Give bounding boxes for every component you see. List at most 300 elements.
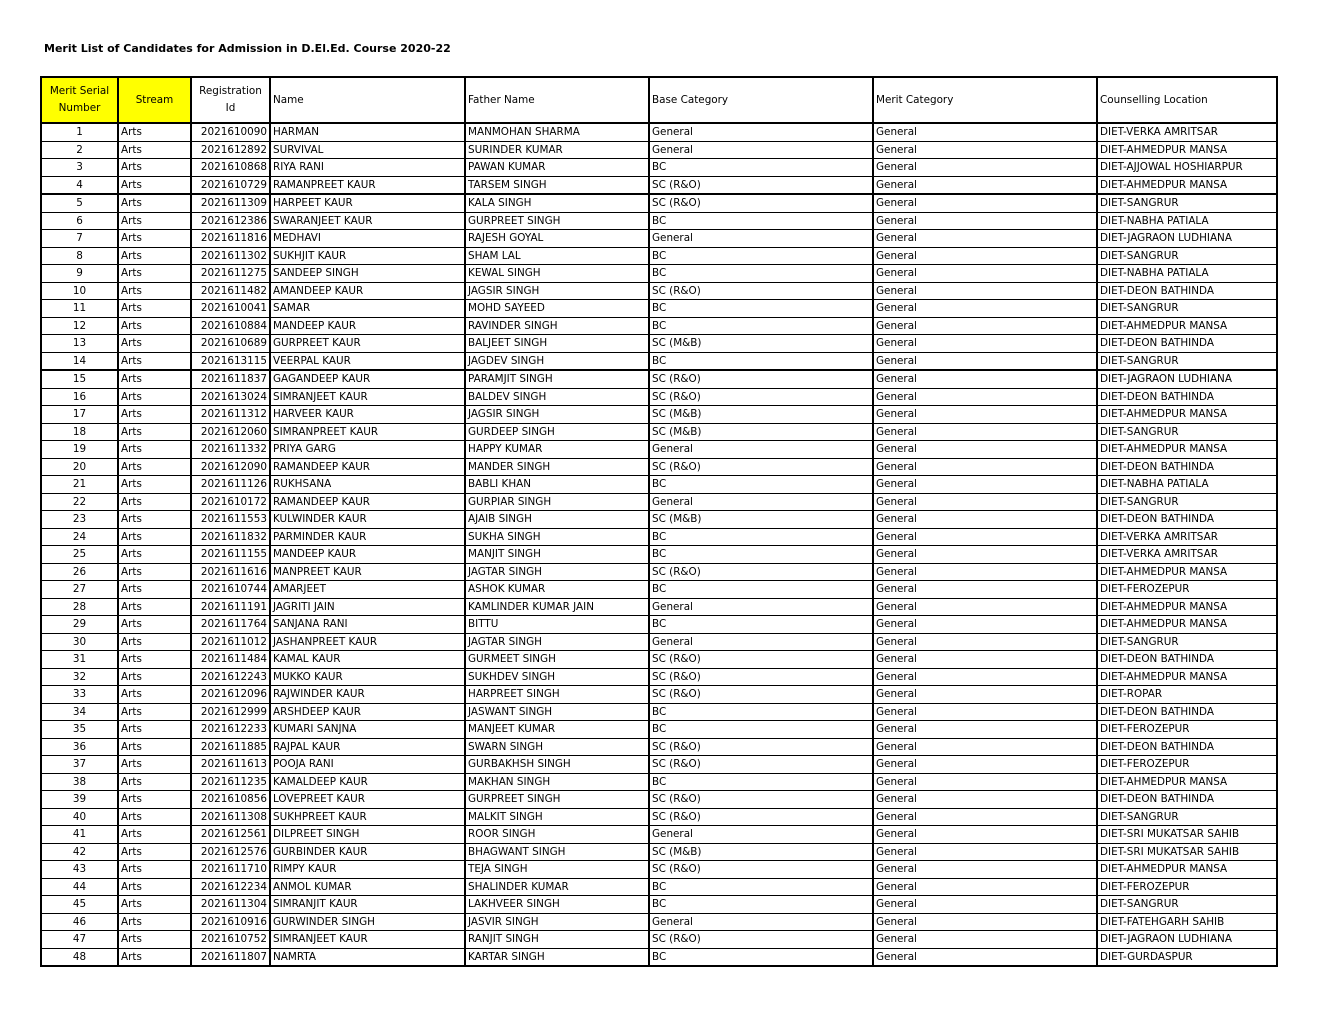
merit-serial-cell: 9	[41, 265, 118, 283]
stream-cell: Arts	[118, 528, 191, 546]
name-cell: ARSHDEEP KAUR	[270, 703, 465, 721]
counselling-location-cell: DIET-DEON BATHINDA	[1097, 335, 1277, 353]
merit-category-cell: General	[873, 738, 1097, 756]
counselling-location-cell: DIET-GURDASPUR	[1097, 948, 1277, 966]
table-row	[41, 159, 1277, 177]
merit-serial-cell: 47	[41, 931, 118, 949]
stream-cell: Arts	[118, 441, 191, 459]
base-category-cell: BC	[649, 773, 873, 791]
father-name-cell: MANJIT SINGH	[465, 546, 649, 564]
father-name-cell: PARAMJIT SINGH	[465, 370, 649, 388]
stream-cell: Arts	[118, 581, 191, 599]
name-cell: PRIYA GARG	[270, 441, 465, 459]
merit-category-cell: General	[873, 282, 1097, 300]
name-cell: PARMINDER KAUR	[270, 528, 465, 546]
name-cell: KAMAL KAUR	[270, 651, 465, 669]
name-cell: KUMARI SANJNA	[270, 721, 465, 739]
header-merit-serial-number: Merit Serial Number	[41, 77, 118, 123]
merit-category-cell: General	[873, 159, 1097, 177]
merit-serial-cell: 34	[41, 703, 118, 721]
merit-serial-cell: 30	[41, 633, 118, 651]
table-row	[41, 194, 1277, 212]
merit-serial-cell: 12	[41, 317, 118, 335]
merit-serial-cell: 16	[41, 388, 118, 406]
counselling-location-cell: DIET-JAGRAON LUDHIANA	[1097, 931, 1277, 949]
merit-serial-cell: 44	[41, 878, 118, 896]
table-row	[41, 633, 1277, 651]
merit-serial-cell: 31	[41, 651, 118, 669]
table-row	[41, 808, 1277, 826]
table-row	[41, 528, 1277, 546]
counselling-location-cell: DIET-FATEHGARH SAHIB	[1097, 913, 1277, 931]
stream-cell: Arts	[118, 511, 191, 529]
registration-id-cell: 2021612243	[191, 668, 270, 686]
table-row	[41, 247, 1277, 265]
merit-category-cell: General	[873, 931, 1097, 949]
header-name: Name	[270, 77, 465, 123]
registration-id-cell: 2021610916	[191, 913, 270, 931]
merit-category-cell: General	[873, 791, 1097, 809]
base-category-cell: SC (R&O)	[649, 861, 873, 879]
stream-cell: Arts	[118, 212, 191, 230]
name-cell: RAMANDEEP KAUR	[270, 458, 465, 476]
father-name-cell: HAPPY KUMAR	[465, 441, 649, 459]
header-base-category: Base Category	[649, 77, 873, 123]
base-category-cell: SC (R&O)	[649, 370, 873, 388]
stream-cell: Arts	[118, 370, 191, 388]
registration-id-cell: 2021611302	[191, 247, 270, 265]
name-cell: VEERPAL KAUR	[270, 352, 465, 370]
merit-serial-cell: 11	[41, 300, 118, 318]
merit-serial-cell: 42	[41, 843, 118, 861]
registration-id-cell: 2021611126	[191, 476, 270, 494]
father-name-cell: MANMOHAN SHARMA	[465, 123, 649, 141]
father-name-cell: RAJESH GOYAL	[465, 230, 649, 248]
merit-serial-cell: 7	[41, 230, 118, 248]
merit-category-cell: General	[873, 668, 1097, 686]
base-category-cell: SC (R&O)	[649, 808, 873, 826]
name-cell: SWARANJEET KAUR	[270, 212, 465, 230]
name-cell: KAMALDEEP KAUR	[270, 773, 465, 791]
merit-serial-cell: 10	[41, 282, 118, 300]
registration-id-cell: 2021610729	[191, 176, 270, 194]
base-category-cell: General	[649, 598, 873, 616]
base-category-cell: SC (R&O)	[649, 563, 873, 581]
name-cell: NAMRTA	[270, 948, 465, 966]
stream-cell: Arts	[118, 194, 191, 212]
merit-category-cell: General	[873, 826, 1097, 844]
name-cell: KULWINDER KAUR	[270, 511, 465, 529]
merit-category-cell: General	[873, 651, 1097, 669]
merit-category-cell: General	[873, 756, 1097, 774]
registration-id-cell: 2021611616	[191, 563, 270, 581]
merit-serial-cell: 46	[41, 913, 118, 931]
counselling-location-cell: DIET-DEON BATHINDA	[1097, 791, 1277, 809]
name-cell: GURWINDER SINGH	[270, 913, 465, 931]
registration-id-cell: 2021611832	[191, 528, 270, 546]
stream-cell: Arts	[118, 686, 191, 704]
father-name-cell: GURPREET SINGH	[465, 791, 649, 809]
registration-id-cell: 2021611816	[191, 230, 270, 248]
name-cell: GURBINDER KAUR	[270, 843, 465, 861]
base-category-cell: BC	[649, 896, 873, 914]
page-title: Merit List of Candidates for Admission in D.El.Ed. Course 2020-22	[44, 42, 451, 55]
base-category-cell: General	[649, 141, 873, 159]
father-name-cell: BITTU	[465, 616, 649, 634]
table-row	[41, 581, 1277, 599]
merit-serial-cell: 35	[41, 721, 118, 739]
stream-cell: Arts	[118, 721, 191, 739]
counselling-location-cell: DIET-FEROZEPUR	[1097, 581, 1277, 599]
name-cell: MANDEEP KAUR	[270, 546, 465, 564]
registration-id-cell: 2021613024	[191, 388, 270, 406]
counselling-location-cell: DIET-JAGRAON LUDHIANA	[1097, 230, 1277, 248]
name-cell: SAMAR	[270, 300, 465, 318]
table-row	[41, 878, 1277, 896]
registration-id-cell: 2021612096	[191, 686, 270, 704]
table-row	[41, 651, 1277, 669]
counselling-location-cell: DIET-AHMEDPUR MANSA	[1097, 668, 1277, 686]
base-category-cell: SC (M&B)	[649, 423, 873, 441]
father-name-cell: KAMLINDER KUMAR JAIN	[465, 598, 649, 616]
merit-serial-cell: 20	[41, 458, 118, 476]
name-cell: SIMRANJEET KAUR	[270, 931, 465, 949]
counselling-location-cell: DIET-AHMEDPUR MANSA	[1097, 317, 1277, 335]
merit-category-cell: General	[873, 230, 1097, 248]
stream-cell: Arts	[118, 458, 191, 476]
header-merit-category: Merit Category	[873, 77, 1097, 123]
stream-cell: Arts	[118, 335, 191, 353]
father-name-cell: SWARN SINGH	[465, 738, 649, 756]
merit-category-cell: General	[873, 913, 1097, 931]
counselling-location-cell: DIET-SANGRUR	[1097, 247, 1277, 265]
merit-serial-cell: 4	[41, 176, 118, 194]
base-category-cell: SC (R&O)	[649, 756, 873, 774]
father-name-cell: JAGSIR SINGH	[465, 406, 649, 424]
merit-category-cell: General	[873, 843, 1097, 861]
father-name-cell: HARPREET SINGH	[465, 686, 649, 704]
table-row	[41, 773, 1277, 791]
name-cell: RAJWINDER KAUR	[270, 686, 465, 704]
stream-cell: Arts	[118, 598, 191, 616]
counselling-location-cell: DIET-DEON BATHINDA	[1097, 388, 1277, 406]
name-cell: POOJA RANI	[270, 756, 465, 774]
father-name-cell: JASWANT SINGH	[465, 703, 649, 721]
merit-serial-cell: 26	[41, 563, 118, 581]
table-row	[41, 721, 1277, 739]
registration-id-cell: 2021612090	[191, 458, 270, 476]
registration-id-cell: 2021611482	[191, 282, 270, 300]
base-category-cell: SC (R&O)	[649, 791, 873, 809]
base-category-cell: General	[649, 441, 873, 459]
registration-id-cell: 2021611885	[191, 738, 270, 756]
merit-serial-cell: 22	[41, 493, 118, 511]
name-cell: MEDHAVI	[270, 230, 465, 248]
stream-cell: Arts	[118, 843, 191, 861]
header-registration-id: Registration Id	[191, 77, 270, 123]
name-cell: MANPREET KAUR	[270, 563, 465, 581]
base-category-cell: BC	[649, 721, 873, 739]
stream-cell: Arts	[118, 247, 191, 265]
registration-id-cell: 2021610744	[191, 581, 270, 599]
table-row	[41, 948, 1277, 966]
name-cell: AMARJEET	[270, 581, 465, 599]
table-row	[41, 511, 1277, 529]
merit-category-cell: General	[873, 616, 1097, 634]
stream-cell: Arts	[118, 773, 191, 791]
father-name-cell: MAKHAN SINGH	[465, 773, 649, 791]
base-category-cell: SC (M&B)	[649, 335, 873, 353]
base-category-cell: SC (R&O)	[649, 931, 873, 949]
counselling-location-cell: DIET-SANGRUR	[1097, 300, 1277, 318]
table-row	[41, 703, 1277, 721]
registration-id-cell: 2021612999	[191, 703, 270, 721]
counselling-location-cell: DIET-AHMEDPUR MANSA	[1097, 141, 1277, 159]
merit-serial-cell: 29	[41, 616, 118, 634]
name-cell: AMANDEEP KAUR	[270, 282, 465, 300]
merit-category-cell: General	[873, 123, 1097, 141]
base-category-cell: BC	[649, 300, 873, 318]
table-row	[41, 861, 1277, 879]
merit-category-cell: General	[873, 265, 1097, 283]
merit-category-cell: General	[873, 388, 1097, 406]
father-name-cell: GURBAKHSH SINGH	[465, 756, 649, 774]
merit-serial-cell: 33	[41, 686, 118, 704]
base-category-cell: BC	[649, 948, 873, 966]
father-name-cell: SHAM LAL	[465, 247, 649, 265]
stream-cell: Arts	[118, 406, 191, 424]
counselling-location-cell: DIET-NABHA PATIALA	[1097, 212, 1277, 230]
stream-cell: Arts	[118, 159, 191, 177]
father-name-cell: GURDEEP SINGH	[465, 423, 649, 441]
merit-serial-cell: 2	[41, 141, 118, 159]
stream-cell: Arts	[118, 388, 191, 406]
table-row	[41, 598, 1277, 616]
merit-serial-cell: 17	[41, 406, 118, 424]
counselling-location-cell: DIET-SANGRUR	[1097, 194, 1277, 212]
merit-category-cell: General	[873, 633, 1097, 651]
stream-cell: Arts	[118, 282, 191, 300]
registration-id-cell: 2021611191	[191, 598, 270, 616]
name-cell: RUKHSANA	[270, 476, 465, 494]
merit-serial-cell: 40	[41, 808, 118, 826]
merit-serial-cell: 15	[41, 370, 118, 388]
stream-cell: Arts	[118, 300, 191, 318]
father-name-cell: TARSEM SINGH	[465, 176, 649, 194]
registration-id-cell: 2021610090	[191, 123, 270, 141]
merit-category-cell: General	[873, 176, 1097, 194]
registration-id-cell: 2021611304	[191, 896, 270, 914]
merit-category-cell: General	[873, 861, 1097, 879]
father-name-cell: BHAGWANT SINGH	[465, 843, 649, 861]
stream-cell: Arts	[118, 563, 191, 581]
name-cell: HARMAN	[270, 123, 465, 141]
base-category-cell: General	[649, 633, 873, 651]
table-row	[41, 546, 1277, 564]
stream-cell: Arts	[118, 738, 191, 756]
name-cell: SANJANA RANI	[270, 616, 465, 634]
counselling-location-cell: DIET-SANGRUR	[1097, 808, 1277, 826]
counselling-location-cell: DIET-NABHA PATIALA	[1097, 265, 1277, 283]
father-name-cell: ASHOK KUMAR	[465, 581, 649, 599]
name-cell: MUKKO KAUR	[270, 668, 465, 686]
merit-category-cell: General	[873, 194, 1097, 212]
base-category-cell: SC (M&B)	[649, 511, 873, 529]
counselling-location-cell: DIET-AHMEDPUR MANSA	[1097, 598, 1277, 616]
merit-serial-cell: 5	[41, 194, 118, 212]
base-category-cell: SC (R&O)	[649, 176, 873, 194]
table-row	[41, 282, 1277, 300]
counselling-location-cell: DIET-DEON BATHINDA	[1097, 282, 1277, 300]
merit-serial-cell: 43	[41, 861, 118, 879]
stream-cell: Arts	[118, 265, 191, 283]
registration-id-cell: 2021610752	[191, 931, 270, 949]
counselling-location-cell: DIET-VERKA AMRITSAR	[1097, 528, 1277, 546]
merit-category-cell: General	[873, 212, 1097, 230]
stream-cell: Arts	[118, 756, 191, 774]
merit-category-cell: General	[873, 528, 1097, 546]
father-name-cell: RANJIT SINGH	[465, 931, 649, 949]
registration-id-cell: 2021611308	[191, 808, 270, 826]
table-row	[41, 826, 1277, 844]
table-row	[41, 370, 1277, 388]
merit-category-cell: General	[873, 300, 1097, 318]
counselling-location-cell: DIET-NABHA PATIALA	[1097, 476, 1277, 494]
registration-id-cell: 2021612234	[191, 878, 270, 896]
merit-category-cell: General	[873, 808, 1097, 826]
table-row	[41, 388, 1277, 406]
table-row	[41, 335, 1277, 353]
father-name-cell: JASVIR SINGH	[465, 913, 649, 931]
name-cell: SIMRANPREET KAUR	[270, 423, 465, 441]
base-category-cell: SC (R&O)	[649, 194, 873, 212]
registration-id-cell: 2021611312	[191, 406, 270, 424]
name-cell: SUKHJIT KAUR	[270, 247, 465, 265]
base-category-cell: SC (R&O)	[649, 738, 873, 756]
father-name-cell: JAGSIR SINGH	[465, 282, 649, 300]
stream-cell: Arts	[118, 423, 191, 441]
name-cell: JASHANPREET KAUR	[270, 633, 465, 651]
stream-cell: Arts	[118, 703, 191, 721]
registration-id-cell: 2021612233	[191, 721, 270, 739]
father-name-cell: TEJA SINGH	[465, 861, 649, 879]
stream-cell: Arts	[118, 616, 191, 634]
merit-category-cell: General	[873, 598, 1097, 616]
merit-serial-cell: 41	[41, 826, 118, 844]
name-cell: RAMANDEEP KAUR	[270, 493, 465, 511]
base-category-cell: General	[649, 913, 873, 931]
name-cell: RIMPY KAUR	[270, 861, 465, 879]
table-row	[41, 563, 1277, 581]
registration-id-cell: 2021611710	[191, 861, 270, 879]
stream-cell: Arts	[118, 141, 191, 159]
counselling-location-cell: DIET-VERKA AMRITSAR	[1097, 123, 1277, 141]
merit-category-cell: General	[873, 476, 1097, 494]
merit-serial-cell: 45	[41, 896, 118, 914]
merit-serial-cell: 6	[41, 212, 118, 230]
base-category-cell: BC	[649, 247, 873, 265]
merit-serial-cell: 39	[41, 791, 118, 809]
merit-serial-cell: 24	[41, 528, 118, 546]
base-category-cell: General	[649, 230, 873, 248]
merit-category-cell: General	[873, 686, 1097, 704]
counselling-location-cell: DIET-VERKA AMRITSAR	[1097, 546, 1277, 564]
table-row	[41, 406, 1277, 424]
table-row	[41, 141, 1277, 159]
counselling-location-cell: DIET-DEON BATHINDA	[1097, 651, 1277, 669]
merit-category-cell: General	[873, 878, 1097, 896]
stream-cell: Arts	[118, 878, 191, 896]
stream-cell: Arts	[118, 176, 191, 194]
father-name-cell: SUKHDEV SINGH	[465, 668, 649, 686]
table-row	[41, 686, 1277, 704]
name-cell: DILPREET SINGH	[270, 826, 465, 844]
merit-category-cell: General	[873, 370, 1097, 388]
base-category-cell: General	[649, 123, 873, 141]
stream-cell: Arts	[118, 896, 191, 914]
stream-cell: Arts	[118, 123, 191, 141]
registration-id-cell: 2021610172	[191, 493, 270, 511]
father-name-cell: PAWAN KUMAR	[465, 159, 649, 177]
father-name-cell: AJAIB SINGH	[465, 511, 649, 529]
stream-cell: Arts	[118, 352, 191, 370]
base-category-cell: BC	[649, 352, 873, 370]
registration-id-cell: 2021611332	[191, 441, 270, 459]
father-name-cell: LAKHVEER SINGH	[465, 896, 649, 914]
name-cell: HARVEER KAUR	[270, 406, 465, 424]
counselling-location-cell: DIET-AHMEDPUR MANSA	[1097, 773, 1277, 791]
registration-id-cell: 2021610041	[191, 300, 270, 318]
stream-cell: Arts	[118, 651, 191, 669]
table-row	[41, 441, 1277, 459]
merit-category-cell: General	[873, 896, 1097, 914]
table-row	[41, 265, 1277, 283]
father-name-cell: BALJEET SINGH	[465, 335, 649, 353]
registration-id-cell: 2021612892	[191, 141, 270, 159]
counselling-location-cell: DIET-DEON BATHINDA	[1097, 738, 1277, 756]
counselling-location-cell: DIET-FEROZEPUR	[1097, 878, 1277, 896]
registration-id-cell: 2021611613	[191, 756, 270, 774]
table-row	[41, 756, 1277, 774]
table-row	[41, 791, 1277, 809]
merit-category-cell: General	[873, 773, 1097, 791]
merit-category-cell: General	[873, 406, 1097, 424]
merit-serial-cell: 27	[41, 581, 118, 599]
counselling-location-cell: DIET-SRI MUKATSAR SAHIB	[1097, 843, 1277, 861]
counselling-location-cell: DIET-SANGRUR	[1097, 423, 1277, 441]
merit-category-cell: General	[873, 948, 1097, 966]
base-category-cell: General	[649, 826, 873, 844]
merit-serial-cell: 32	[41, 668, 118, 686]
father-name-cell: RAVINDER SINGH	[465, 317, 649, 335]
base-category-cell: BC	[649, 159, 873, 177]
stream-cell: Arts	[118, 668, 191, 686]
merit-serial-cell: 28	[41, 598, 118, 616]
counselling-location-cell: DIET-DEON BATHINDA	[1097, 511, 1277, 529]
registration-id-cell: 2021612386	[191, 212, 270, 230]
merit-category-cell: General	[873, 458, 1097, 476]
counselling-location-cell: DIET-JAGRAON LUDHIANA	[1097, 370, 1277, 388]
merit-serial-cell: 23	[41, 511, 118, 529]
counselling-location-cell: DIET-SANGRUR	[1097, 633, 1277, 651]
base-category-cell: SC (M&B)	[649, 843, 873, 861]
merit-category-cell: General	[873, 563, 1097, 581]
table-row	[41, 300, 1277, 318]
registration-id-cell: 2021611837	[191, 370, 270, 388]
merit-serial-cell: 19	[41, 441, 118, 459]
father-name-cell: SHALINDER KUMAR	[465, 878, 649, 896]
registration-id-cell: 2021611484	[191, 651, 270, 669]
